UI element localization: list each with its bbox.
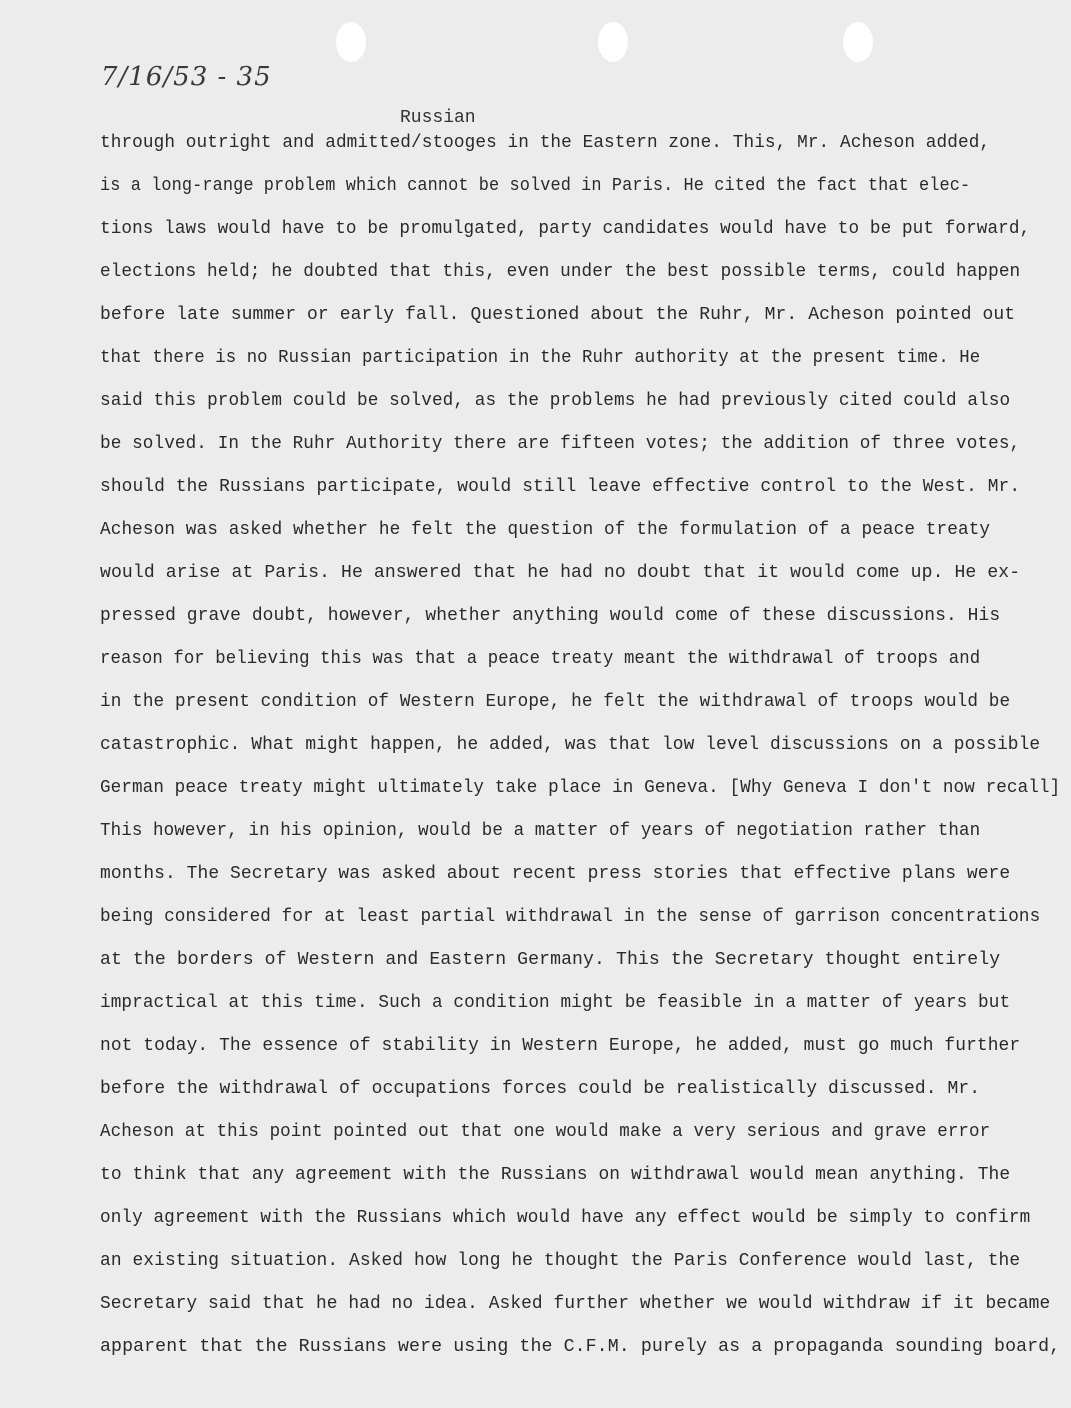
text-line: in the present condition of Western Europe, he felt the withdrawal of troops would be — [100, 692, 1011, 712]
text-line: would arise at Paris. He answered that he had no doubt that it would come up. He ex- — [100, 563, 1021, 583]
punch-hole — [336, 22, 366, 62]
text-line: be solved. In the Ruhr Authority there are fifteen votes; the addition of three votes, — [100, 434, 1021, 454]
text-line: not today. The essence of stability in Western Europe, he added, must go much further — [100, 1036, 1021, 1056]
text-line: Secretary said that he had no idea. Asked further whether we would withdraw if it became — [100, 1294, 1051, 1314]
handwritten-page-reference: 7/16/53 - 35 — [101, 62, 272, 92]
text-line: This however, in his opinion, would be a matter of years of negotiation rather than — [100, 821, 981, 841]
text-line: German peace treaty might ultimately take place in Geneva. [Why Geneva I don't now recall] — [100, 778, 1061, 798]
text-line: impractical at this time. Such a condition might be feasible in a matter of years but — [100, 993, 1011, 1013]
text-line: said this problem could be solved, as the problems he had previously cited could also — [100, 391, 1011, 411]
punch-hole — [843, 22, 873, 62]
text-line: before the withdrawal of occupations forces could be realistically discussed. Mr. — [100, 1079, 981, 1099]
text-line: that there is no Russian participation in the Ruhr authority at the present time. He — [100, 348, 981, 368]
text-line: pressed grave doubt, however, whether anything would come of these discussions. His — [100, 606, 1001, 626]
text-line: to think that any agreement with the Russians on withdrawal would mean anything. The — [100, 1165, 1011, 1185]
text-line: is a long-range problem which cannot be solved in Paris. He cited the fact that elec- — [100, 176, 971, 196]
text-line: before late summer or early fall. Questioned about the Ruhr, Mr. Acheson pointed out — [100, 305, 1016, 325]
text-line: catastrophic. What might happen, he added, was that low level discussions on a possible — [100, 735, 1041, 755]
text-line: Acheson at this point pointed out that one would make a very serious and grave error — [100, 1122, 991, 1142]
text-line: months. The Secretary was asked about recent press stories that effective plans were — [100, 864, 1011, 884]
text-line: only agreement with the Russians which would have any effect would be simply to confirm — [100, 1208, 1031, 1228]
text-line: elections held; he doubted that this, even under the best possible terms, could happen — [100, 262, 1021, 282]
text-line: reason for believing this was that a peace treaty meant the withdrawal of troops and — [100, 649, 981, 669]
typed-insertion: Russian — [400, 108, 476, 128]
text-line: being considered for at least partial withdrawal in the sense of garrison concentrations — [100, 907, 1041, 927]
text-line: apparent that the Russians were using the C.F.M. purely as a propaganda sounding board, — [100, 1337, 1061, 1357]
text-line: at the borders of Western and Eastern Germany. This the Secretary thought entirely — [100, 950, 1001, 970]
text-line: should the Russians participate, would still leave effective control to the West. Mr. — [100, 477, 1021, 497]
text-line: Acheson was asked whether he felt the question of the formulation of a peace treaty — [100, 520, 991, 540]
text-line: an existing situation. Asked how long he thought the Paris Conference would last, the — [100, 1251, 1021, 1271]
text-line: tions laws would have to be promulgated, party candidates would have to be put forward, — [100, 219, 1031, 239]
punch-hole — [598, 22, 628, 62]
text-line: through outright and admitted/stooges in the Eastern zone. This, Mr. Acheson added, — [100, 133, 991, 153]
